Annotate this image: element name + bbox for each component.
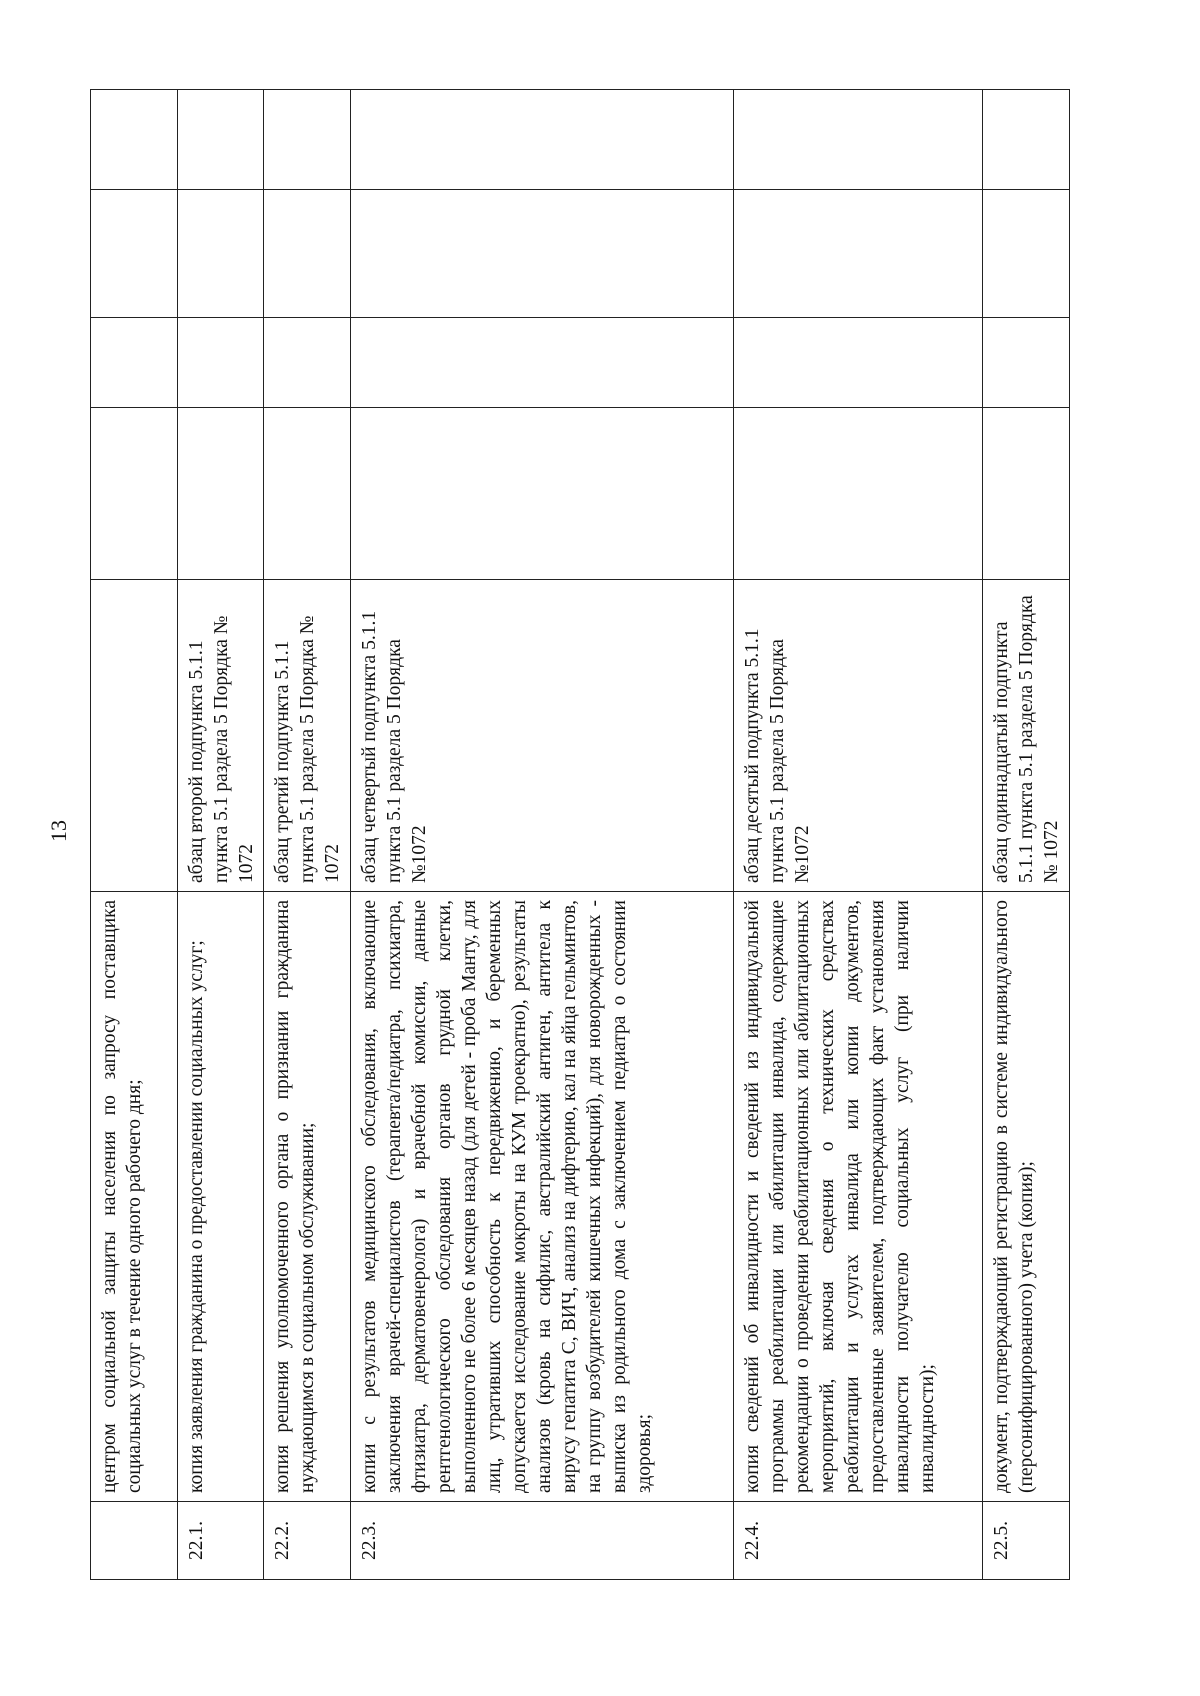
row-description: документ, подтверждающий регистрацию в системе индивидуального (персонифицированного) учета (копия); <box>983 892 1070 1502</box>
empty-cell <box>264 90 351 190</box>
rotated-table-area <box>90 90 1070 1580</box>
row-number <box>91 1502 178 1580</box>
empty-cell <box>983 318 1070 408</box>
row-reference <box>91 580 178 892</box>
row-number: 22.3. <box>350 1502 733 1580</box>
table-row <box>350 90 733 1580</box>
row-reference: абзац одиннадцатый подпункта 5.1.1 пункта 5.1 раздела 5 Порядка № 1072 <box>983 580 1070 892</box>
empty-cell <box>91 408 178 580</box>
empty-cell <box>177 90 264 190</box>
row-reference: абзац третий подпункта 5.1.1 пункта 5.1 раздела 5 Порядка № 1072 <box>264 580 351 892</box>
empty-cell <box>91 90 178 190</box>
empty-cell <box>983 90 1070 190</box>
table-row <box>264 90 351 1580</box>
table-row <box>733 90 983 1580</box>
empty-cell <box>733 190 983 318</box>
empty-cell <box>264 190 351 318</box>
empty-cell <box>733 408 983 580</box>
empty-cell <box>350 408 733 580</box>
empty-cell <box>733 318 983 408</box>
empty-cell <box>350 318 733 408</box>
empty-cell <box>264 318 351 408</box>
row-reference: абзац второй подпункта 5.1.1 пункта 5.1 раздела 5 Порядка № 1072 <box>177 580 264 892</box>
requirements-table <box>90 89 1070 1580</box>
empty-cell <box>264 408 351 580</box>
empty-cell <box>91 190 178 318</box>
empty-cell <box>177 318 264 408</box>
row-number: 22.2. <box>264 1502 351 1580</box>
empty-cell <box>733 90 983 190</box>
empty-cell <box>91 318 178 408</box>
row-description: копия сведений об инвалидности и сведений из индивидуальной программы реабилитации или абилитации инвалида, содержащие рекомендации о проведении реабилитационных или абилитационных мероприятий, включая сведения о технических средствах реабилитации и услугах инвалида или копии документов, предоставленные заявителем, подтверждающих факт установления инвалидности получателю социальных услуг (при наличии инвалидности); <box>733 892 983 1502</box>
empty-cell <box>177 190 264 318</box>
row-reference: абзац десятый подпункта 5.1.1 пункта 5.1 раздела 5 Порядка №1072 <box>733 580 983 892</box>
empty-cell <box>983 408 1070 580</box>
row-number: 22.1. <box>177 1502 264 1580</box>
empty-cell <box>983 190 1070 318</box>
row-description: копия заявления гражданина о предоставлении социальных услуг; <box>177 892 264 1502</box>
row-description: копия решения уполномоченного органа о признании гражданина нуждающимся в социальном обслуживании; <box>264 892 351 1502</box>
table-row <box>983 90 1070 1580</box>
empty-cell <box>350 90 733 190</box>
row-number: 22.4. <box>733 1502 983 1580</box>
row-reference: абзац четвертый подпункта 5.1.1 пункта 5.1 раздела 5 Порядка №1072 <box>350 580 733 892</box>
table-row <box>177 90 264 1580</box>
row-description: копии с результатов медицинского обследования, включающие заключения врачей-специалистов (терапевта/педиатра, психиатра, фтизиатра, дерматовенеролога) и врачебной комиссии, данные рентгенологического обследования органов грудной клетки, выполненного не более 6 месяцев назад (для детей - проба Манту, для лиц, утративших способность к передвижению, и беременных допускается исследование мокроты на КУМ троекратно), результаты анализов (кровь на сифилис, австралийский антиген, антитела к вирусу гепатита С, ВИЧ, анализ на дифтерию, кал на яйца гельминтов, на группу возбудителей кишечных инфекций), для новорожденных - выписка из родильного дома с заключением педиатра о состоянии здоровья; <box>350 892 733 1502</box>
empty-cell <box>177 408 264 580</box>
page-number: 13 <box>46 820 71 842</box>
row-description: центром социальной защиты населения по запросу поставщика социальных услуг в течение одного рабочего дня; <box>91 892 178 1502</box>
empty-cell <box>350 190 733 318</box>
table-row <box>91 90 178 1580</box>
row-number: 22.5. <box>983 1502 1070 1580</box>
